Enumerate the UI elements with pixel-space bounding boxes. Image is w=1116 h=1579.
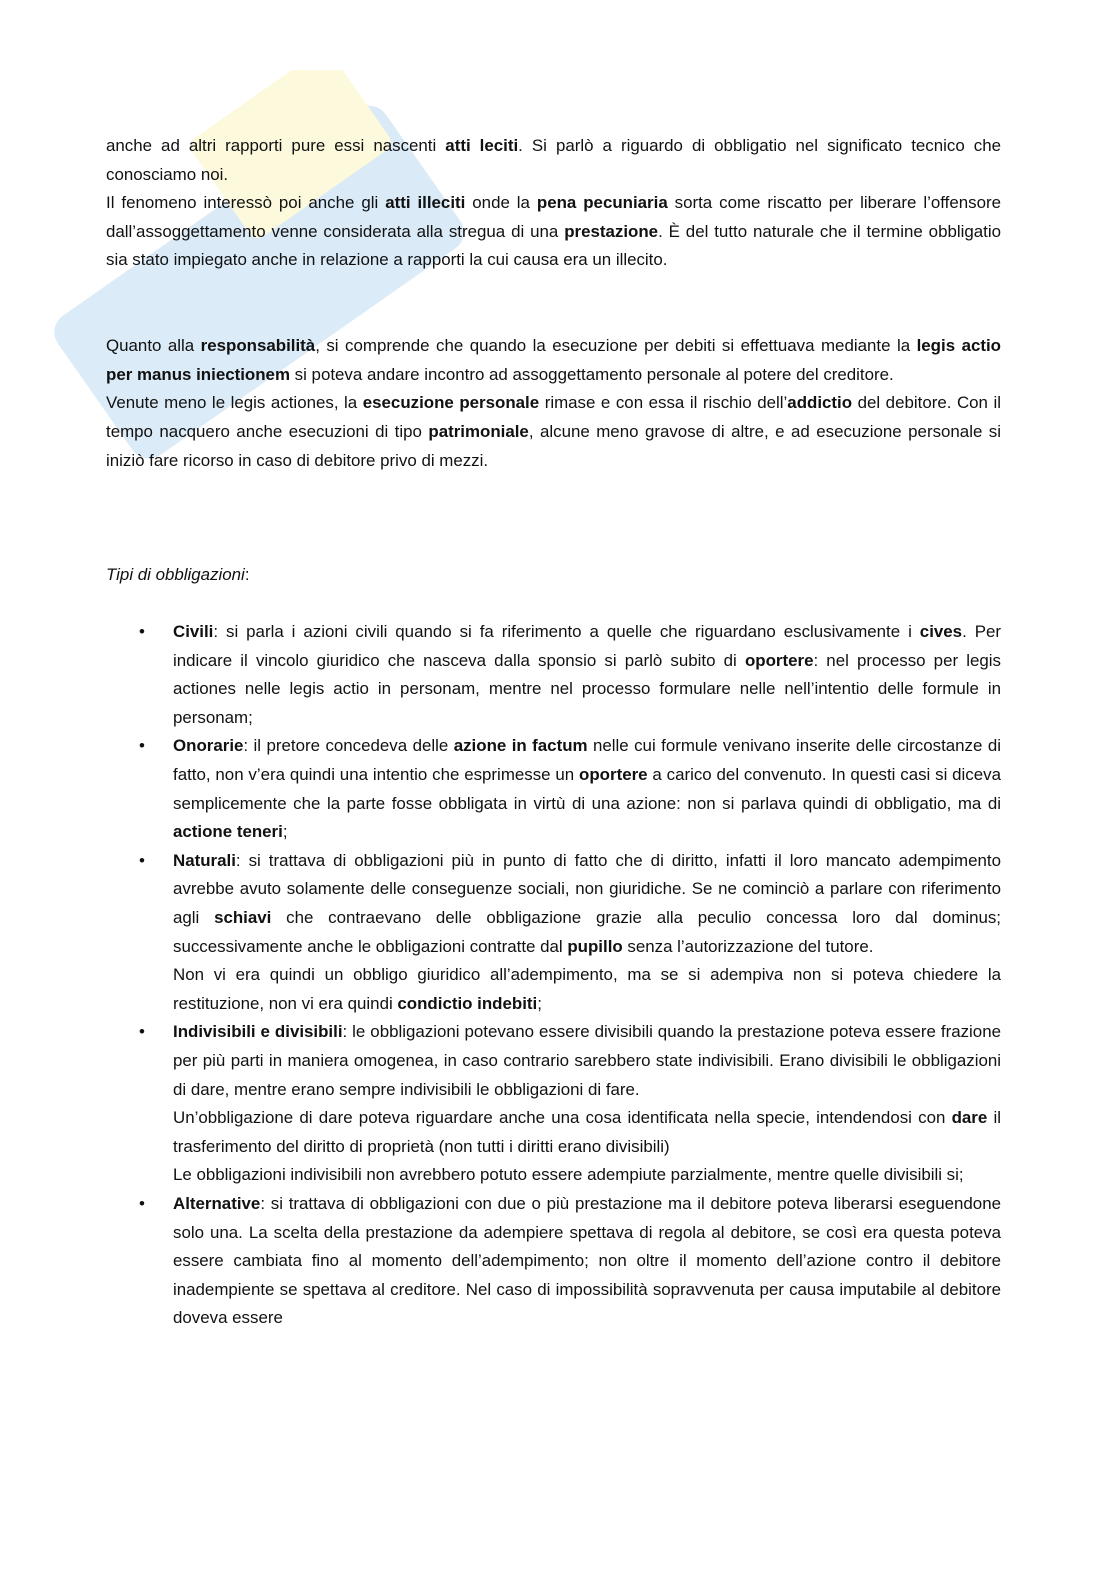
paragraph [106, 132, 1001, 189]
paragraph [106, 389, 1001, 475]
bold-term: prestazione [564, 221, 659, 241]
bold-term: responsabilità [200, 336, 316, 356]
list-item [106, 618, 1001, 732]
list-item-paragraph [173, 1190, 1001, 1333]
bold-term: schiavi [214, 908, 272, 928]
list-item-paragraph [173, 847, 1001, 961]
text-run: Il fenomeno interessò poi anche gli [106, 193, 386, 213]
document-page [106, 132, 1001, 1333]
heading-text: Tipi di obbligazioni [106, 564, 245, 584]
list-item [106, 1190, 1001, 1333]
heading-colon: : [244, 564, 250, 584]
text-run: rimase e con essa il rischio dell’ [539, 393, 788, 413]
text-run: Quanto alla [106, 336, 201, 356]
text-run: nelle cui formule venivano inserite delle circostanze di fatto, non v’era quindi una intentio che esprimesse un [173, 736, 1001, 785]
text-run: del debitore. Con il tempo nacquero anche esecuzioni di tipo [106, 393, 1001, 441]
section-heading [106, 561, 1001, 590]
text-run: : le obbligazioni potevano essere divisibili quando la prestazione poteva essere frazione per più parti in maniera omogenea, in caso contrario sarebbero state indivisibili. Erano divisibili le obbligazioni di dare, mentre erano sempre indivisibili le obbligazioni di fare. [173, 1022, 1001, 1099]
text-run: : si trattava di obbligazioni con due o più prestazione ma il debitore poteva liberarsi eseguendone solo una. La scelta della prestazione da adempiere spettava di regola al debitore, se così era questa poteva essere cambiata fino al momento dell’adempimento; non oltre il momento dell’azione contro il debitore inadempiente se spettava al creditore. Nel caso di impossibilità sopravvenuta per causa imputabile al debitore doveva essere [173, 1193, 1001, 1328]
text-run: : il pretore concedeva delle [243, 736, 454, 756]
text-run: . Per indicare il vincolo giuridico che nasceva dalla sponsio si parlò subito di [173, 622, 1001, 670]
text-run: senza l’autorizzazione del tutore. [622, 936, 874, 956]
bold-term: pena pecuniaria [536, 193, 668, 213]
text-run: : nel processo per legis actiones nelle legis actio in personam, mentre nel processo formulare nelle nell’intentio delle formule in personam; [173, 650, 1001, 727]
bold-term: actione teneri [173, 822, 283, 842]
intro-section [106, 132, 1001, 275]
bold-term: condictio indebiti [397, 993, 538, 1013]
bullet-icon: • [139, 1022, 145, 1042]
text-run: Le obbligazioni indivisibili non avrebbero potuto essere adempiute parzialmente, mentre quelle divisibili si; [173, 1165, 964, 1185]
list-item-paragraph [173, 1018, 1001, 1104]
responsibility-section [106, 332, 1001, 475]
text-run: Non vi era quindi un obbligo giuridico all’adempimento, ma se si adempiva non si poteva chiedere la restituzione, non vi era quindi [173, 965, 1001, 1013]
text-run: Venute meno le legis actiones, la [106, 393, 363, 413]
text-run: che contraevano delle obbligazione grazie alla peculio concessa loro dal dominus; successivamente anche le obbligazioni contratte dal [173, 908, 1001, 956]
text-run: , alcune meno gravose di altre, e ad esecuzione personale si iniziò fare ricorso in caso di debitore privo di mezzi. [106, 421, 1001, 470]
bold-term: pupillo [567, 936, 623, 956]
text-run: onde la [465, 193, 537, 213]
list-item-paragraph [173, 618, 1001, 732]
text-run: sorta come riscatto per liberare l’offensore dall’assoggettamento venne considerata alla stregua di una [106, 193, 1001, 241]
text-run: : si parla i azioni civili quando si fa riferimento a quelle che riguardano esclusivamente i [213, 622, 920, 642]
text-run: ; [282, 822, 288, 842]
text-run: anche ad altri rapporti pure essi nascenti [106, 136, 446, 155]
list-item-paragraph [173, 732, 1001, 846]
paragraph [106, 332, 1001, 389]
bullet-icon: • [139, 1193, 145, 1213]
bold-term: Civili [173, 622, 214, 642]
bold-term: oportere [579, 765, 648, 785]
list-item-paragraph [173, 1161, 1001, 1190]
text-run: , si comprende che quando la esecuzione per debiti si effettuava mediante la [315, 336, 917, 356]
bold-term: patrimoniale [428, 421, 529, 441]
bullet-icon: • [139, 850, 145, 870]
bullet-icon: • [139, 622, 145, 642]
bold-term: atti illeciti [385, 193, 466, 213]
list-item-paragraph [173, 961, 1001, 1018]
text-run: ; [537, 993, 542, 1013]
text-run: Un’obbligazione di dare poteva riguardare anche una cosa identificata nella specie, intendendosi con [173, 1108, 952, 1128]
text-run: si poteva andare incontro ad assoggettamento personale al potere del creditore. [289, 364, 894, 384]
bold-term: cives [919, 622, 963, 642]
text-run: . È del tutto naturale che il termine obbligatio sia stato impiegato anche in relazione a rapporti la cui causa era un illecito. [106, 221, 1001, 270]
bold-term: Onorarie [173, 736, 244, 756]
text-run: a carico del convenuto. In questi casi si diceva semplicemente che la parte fosse obbligata in virtù di una azione: non si parlava quindi di obbligatio, ma di [173, 765, 1001, 813]
bold-term: dare [951, 1108, 988, 1128]
bold-term: legis actio per manus iniectionem [106, 336, 1001, 384]
text-run: il trasferimento del diritto di proprietà (non tutti i diritti erano divisibili) [173, 1108, 1002, 1156]
list-item-paragraph [173, 1104, 1001, 1161]
bold-term: azione in factum [453, 736, 588, 756]
list-item [106, 732, 1001, 846]
bold-term: atti leciti [445, 136, 519, 155]
bold-term: oportere [744, 650, 814, 670]
obligation-types-list [106, 618, 1001, 1333]
bold-term: esecuzione personale [362, 393, 540, 413]
bold-term: Naturali [173, 850, 236, 870]
text-run: . Si parlò a riguardo di obbligatio nel significato tecnico che conosciamo noi. [106, 136, 1002, 184]
bullet-icon: • [139, 736, 145, 756]
bold-term: Alternative [173, 1193, 261, 1213]
list-item [106, 847, 1001, 1019]
paragraph [106, 189, 1001, 275]
bold-term: addictio [787, 393, 853, 413]
text-run: : si trattava di obbligazioni più in punto di fatto che di diritto, infatti il loro mancato adempimento avrebbe avuto solamente delle conseguenze sociali, non giuridiche. Se ne cominciò a parlare con riferimento agli [173, 850, 1001, 928]
bold-term: Indivisibili e divisibili [173, 1022, 343, 1042]
list-item [106, 1018, 1001, 1190]
